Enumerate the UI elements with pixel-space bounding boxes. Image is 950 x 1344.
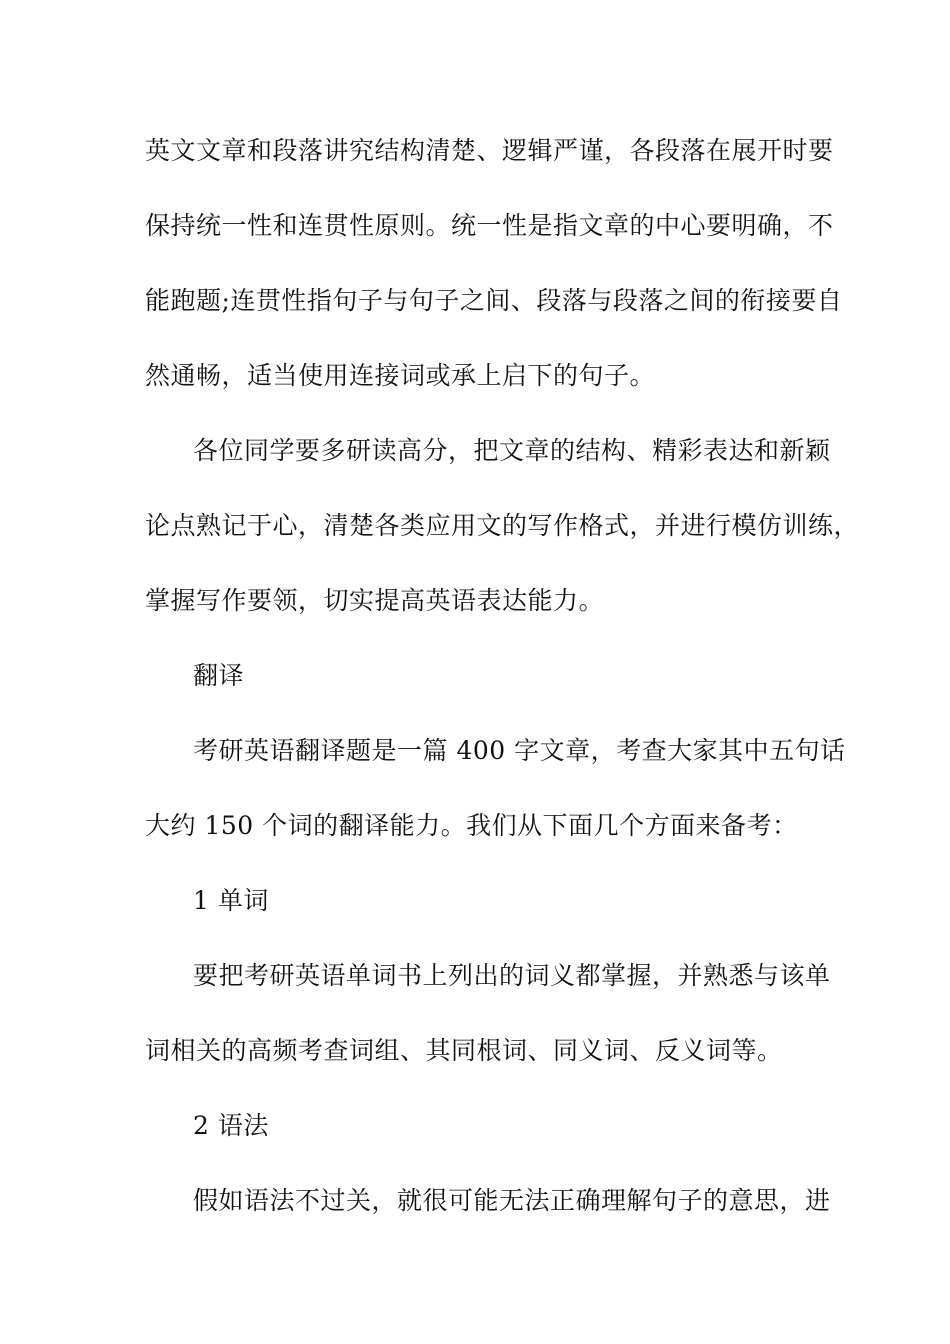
section-heading-translation: 翻译: [193, 661, 245, 690]
paragraph-1-line-3: 能跑题;连贯性指句子与句子之间、段落与段落之间的衔接要自: [145, 286, 843, 315]
paragraph-1-line-4: 然通畅，适当使用连接词或承上启下的句子。: [145, 361, 656, 390]
paragraph-2-line-3: 掌握写作要领，切实提高英语表达能力。: [145, 586, 605, 615]
paragraph-1-line-1: 英文文章和段落讲究结构清楚、逻辑严谨，各段落在展开时要: [145, 136, 834, 165]
subheading-grammar: 2 语法: [193, 1111, 269, 1140]
paragraph-3-line-1: 考研英语翻译题是一篇 400 字文章，考查大家其中五句话: [193, 736, 846, 765]
paragraph-4-line-1: 要把考研英语单词书上列出的词义都掌握，并熟悉与该单: [193, 961, 831, 990]
paragraph-1-line-2: 保持统一性和连贯性原则。统一性是指文章的中心要明确，不: [145, 211, 834, 240]
paragraph-5-line-1: 假如语法不过关，就很可能无法正确理解句子的意思，进: [193, 1186, 831, 1215]
paragraph-2-line-2: 论点熟记于心，清楚各类应用文的写作格式，并进行模仿训练，: [145, 511, 860, 540]
subheading-vocabulary: 1 单词: [193, 886, 269, 915]
paragraph-2-line-1: 各位同学要多研读高分，把文章的结构、精彩表达和新颖: [193, 436, 831, 465]
paragraph-4-line-2: 词相关的高频考查词组、其同根词、同义词、反义词等。: [145, 1036, 783, 1065]
paragraph-3-line-2: 大约 150 个词的翻译能力。我们从下面几个方面来备考：: [145, 811, 798, 840]
